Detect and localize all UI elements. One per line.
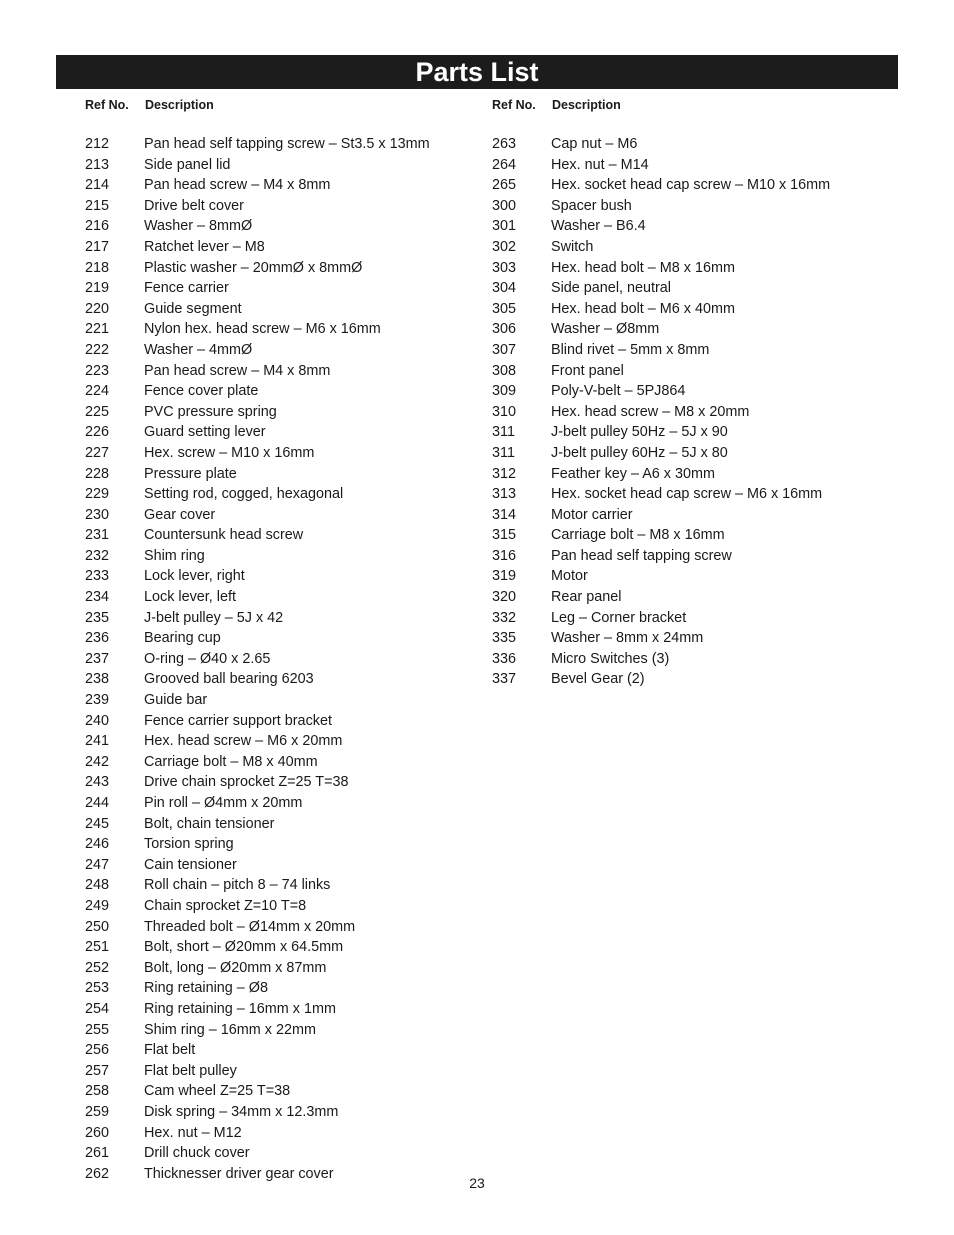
part-row — [85, 1102, 485, 1123]
part-row — [85, 1123, 485, 1144]
part-row — [85, 772, 485, 793]
part-row — [85, 237, 485, 258]
ref-no-header: Ref No. — [85, 98, 129, 112]
part-ref-no: 257 — [85, 1062, 110, 1079]
part-description: Hex. head screw – M8 x 20mm — [551, 403, 750, 420]
part-ref-no: 214 — [85, 177, 110, 194]
part-ref-no: 228 — [85, 465, 110, 482]
part-ref-no: 235 — [85, 609, 110, 626]
part-row — [85, 566, 485, 587]
part-description: Cam wheel Z=25 T=38 — [144, 1083, 291, 1100]
part-description: Ring retaining – Ø8 — [144, 980, 268, 997]
part-row — [85, 875, 485, 896]
part-ref-no: 237 — [85, 650, 110, 667]
part-row — [85, 649, 485, 670]
part-ref-no: 336 — [492, 650, 517, 667]
part-ref-no: 242 — [85, 753, 110, 770]
part-description: Pan head screw – M4 x 8mm — [144, 362, 331, 379]
part-ref-no: 335 — [492, 630, 517, 647]
part-row — [492, 628, 892, 649]
part-description: Plastic washer – 20mmØ x 8mmØ — [144, 259, 363, 276]
column-header — [492, 96, 892, 114]
part-row — [85, 443, 485, 464]
part-description: Pan head self tapping screw – St3.5 x 13mm — [144, 136, 430, 152]
part-description: Fence carrier — [144, 280, 229, 297]
part-description: Chain sprocket Z=10 T=8 — [144, 897, 307, 914]
part-ref-no: 223 — [85, 362, 110, 379]
part-description: J-belt pulley 50Hz – 5J x 90 — [551, 424, 728, 441]
part-ref-no: 246 — [85, 836, 110, 853]
part-row — [85, 1143, 485, 1164]
part-description: Roll chain – pitch 8 – 74 links — [144, 877, 331, 894]
part-row — [85, 917, 485, 938]
part-ref-no: 306 — [492, 321, 517, 338]
part-ref-no: 236 — [85, 630, 110, 647]
part-description: Micro Switches (3) — [551, 650, 670, 667]
part-description: Rear panel — [551, 589, 622, 606]
part-row — [492, 505, 892, 526]
part-ref-no: 226 — [85, 424, 110, 441]
part-description: Motor — [551, 568, 588, 585]
part-ref-no: 265 — [492, 177, 517, 194]
part-row — [85, 505, 485, 526]
part-row — [492, 669, 892, 690]
part-ref-no: 315 — [492, 527, 517, 544]
part-row — [492, 319, 892, 340]
part-ref-no: 252 — [85, 959, 110, 976]
part-row — [85, 793, 485, 814]
part-description: Hex. nut – M14 — [551, 156, 649, 173]
part-ref-no: 309 — [492, 383, 517, 400]
description-header: Description — [552, 98, 621, 112]
part-ref-no: 212 — [85, 136, 110, 152]
part-row — [85, 340, 485, 361]
part-ref-no: 307 — [492, 341, 517, 358]
parts-column-left — [85, 96, 485, 1184]
part-description: Bolt, chain tensioner — [144, 815, 275, 832]
part-row — [85, 422, 485, 443]
part-ref-no: 225 — [85, 403, 110, 420]
part-description: Hex. screw – M10 x 16mm — [144, 444, 315, 461]
part-ref-no: 310 — [492, 403, 517, 420]
part-ref-no: 261 — [85, 1145, 110, 1162]
part-description: Carriage bolt – M8 x 40mm — [144, 753, 318, 770]
part-row — [492, 155, 892, 176]
part-description: Fence carrier support bracket — [144, 712, 332, 729]
part-ref-no: 304 — [492, 280, 517, 297]
part-ref-no: 253 — [85, 980, 110, 997]
part-ref-no: 239 — [85, 692, 110, 709]
part-description: Hex. socket head cap screw – M6 x 16mm — [551, 486, 823, 503]
part-row — [85, 731, 485, 752]
part-description: Guide bar — [144, 692, 208, 709]
part-ref-no: 230 — [85, 506, 110, 523]
part-row — [85, 134, 485, 155]
part-row — [85, 896, 485, 917]
part-row — [85, 278, 485, 299]
part-row — [85, 464, 485, 485]
part-description: Carriage bolt – M8 x 16mm — [551, 527, 725, 544]
part-ref-no: 250 — [85, 918, 110, 935]
part-ref-no: 217 — [85, 238, 110, 255]
part-ref-no: 251 — [85, 939, 110, 956]
part-row — [85, 834, 485, 855]
part-ref-no: 258 — [85, 1083, 110, 1100]
part-description: Shim ring – 16mm x 22mm — [144, 1021, 316, 1038]
part-ref-no: 255 — [85, 1021, 110, 1038]
part-ref-no: 305 — [492, 300, 517, 317]
part-description: Bolt, short – Ø20mm x 64.5mm — [144, 939, 344, 956]
part-ref-no: 316 — [492, 547, 517, 564]
part-ref-no: 264 — [492, 156, 517, 173]
part-ref-no: 213 — [85, 156, 110, 173]
part-description: Shim ring — [144, 547, 205, 564]
part-description: Hex. head bolt – M6 x 40mm — [551, 300, 735, 317]
part-ref-no: 241 — [85, 733, 110, 750]
part-ref-no: 320 — [492, 589, 517, 606]
part-ref-no: 244 — [85, 795, 110, 811]
part-row — [85, 484, 485, 505]
part-row — [492, 278, 892, 299]
part-ref-no: 259 — [85, 1103, 110, 1120]
part-description: Feather key – A6 x 30mm — [551, 465, 715, 482]
part-ref-no: 221 — [85, 321, 110, 338]
part-row — [492, 237, 892, 258]
part-row — [85, 546, 485, 567]
part-row — [492, 546, 892, 567]
part-row — [85, 1020, 485, 1041]
part-row — [492, 422, 892, 443]
part-row — [85, 711, 485, 732]
part-row — [492, 649, 892, 670]
part-ref-no: 300 — [492, 197, 517, 214]
part-row — [85, 608, 485, 629]
part-description: Setting rod, cogged, hexagonal — [144, 486, 344, 503]
part-row — [492, 196, 892, 217]
part-ref-no: 337 — [492, 671, 517, 688]
part-ref-no: 224 — [85, 383, 110, 400]
part-description: Bolt, long – Ø20mm x 87mm — [144, 959, 327, 976]
part-description: Lock lever, right — [144, 568, 245, 585]
part-ref-no: 263 — [492, 136, 517, 152]
part-description: Gear cover — [144, 506, 216, 523]
part-row — [492, 443, 892, 464]
part-row — [85, 958, 485, 979]
part-row — [492, 566, 892, 587]
part-description: Washer – 8mmØ — [144, 218, 253, 235]
part-row — [85, 752, 485, 773]
part-description: Flat belt — [144, 1042, 196, 1059]
part-ref-no: 233 — [85, 568, 110, 585]
part-ref-no: 311 — [492, 444, 515, 461]
part-ref-no: 260 — [85, 1124, 110, 1141]
part-row — [492, 175, 892, 196]
part-row — [85, 1061, 485, 1082]
part-ref-no: 219 — [85, 280, 110, 297]
part-ref-no: 313 — [492, 486, 517, 503]
part-ref-no: 227 — [85, 444, 110, 461]
part-ref-no: 308 — [492, 362, 517, 379]
part-row — [492, 299, 892, 320]
part-row — [85, 402, 485, 423]
part-row — [492, 402, 892, 423]
part-description: Nylon hex. head screw – M6 x 16mm — [144, 321, 381, 338]
part-description: Flat belt pulley — [144, 1062, 237, 1079]
part-row — [85, 319, 485, 340]
part-ref-no: 254 — [85, 1000, 110, 1017]
part-row — [492, 587, 892, 608]
part-ref-no: 301 — [492, 218, 517, 235]
part-ref-no: 262 — [85, 1165, 110, 1182]
part-description: Fence cover plate — [144, 383, 259, 400]
part-ref-no: 222 — [85, 341, 110, 358]
part-description: Threaded bolt – Ø14mm x 20mm — [144, 918, 356, 935]
part-ref-no: 247 — [85, 856, 110, 873]
part-description: Side panel lid — [144, 156, 231, 173]
part-ref-no: 245 — [85, 815, 110, 832]
part-row — [492, 258, 892, 279]
part-row — [85, 155, 485, 176]
part-description: Cap nut – M6 — [551, 136, 638, 152]
part-description: Guide segment — [144, 300, 242, 317]
part-description: Ratchet lever – M8 — [144, 238, 265, 255]
part-description: Bevel Gear (2) — [551, 671, 645, 688]
part-description: Motor carrier — [551, 506, 633, 523]
part-description: Drill chuck cover — [144, 1145, 250, 1162]
part-row — [85, 525, 485, 546]
part-ref-no: 216 — [85, 218, 110, 235]
part-row — [85, 999, 485, 1020]
part-row — [85, 361, 485, 382]
part-row — [85, 1040, 485, 1061]
part-ref-no: 249 — [85, 897, 110, 914]
part-ref-no: 314 — [492, 506, 517, 523]
part-description: Leg – Corner bracket — [551, 609, 687, 626]
part-row — [492, 484, 892, 505]
part-description: O-ring – Ø40 x 2.65 — [144, 650, 271, 667]
part-row — [492, 464, 892, 485]
page-number: 23 — [469, 1175, 485, 1191]
part-ref-no: 303 — [492, 259, 517, 276]
part-description: Bearing cup — [144, 630, 221, 647]
part-description: Washer – Ø8mm — [551, 321, 660, 338]
part-row — [492, 525, 892, 546]
part-description: Drive belt cover — [144, 197, 244, 214]
parts-list-right — [492, 134, 892, 690]
part-ref-no: 218 — [85, 259, 110, 276]
part-ref-no: 248 — [85, 877, 110, 894]
part-ref-no: 238 — [85, 671, 110, 688]
part-row — [85, 978, 485, 999]
part-row — [492, 361, 892, 382]
part-row — [85, 216, 485, 237]
part-description: Hex. head bolt – M8 x 16mm — [551, 259, 735, 276]
part-row — [85, 1081, 485, 1102]
part-row — [85, 258, 485, 279]
part-ref-no: 319 — [492, 568, 517, 585]
part-description: Poly-V-belt – 5PJ864 — [551, 383, 686, 400]
part-row — [85, 690, 485, 711]
part-description: Torsion spring — [144, 836, 234, 853]
part-description: Drive chain sprocket Z=25 T=38 — [144, 774, 349, 791]
part-ref-no: 220 — [85, 300, 110, 317]
part-description: Lock lever, left — [144, 589, 236, 606]
part-description: Washer – B6.4 — [551, 218, 646, 235]
part-row — [85, 587, 485, 608]
parts-list-left — [85, 134, 485, 1184]
description-header: Description — [145, 98, 214, 112]
part-ref-no: 302 — [492, 238, 517, 255]
part-row — [85, 628, 485, 649]
part-row — [492, 381, 892, 402]
part-description: Guard setting lever — [144, 424, 266, 441]
part-row — [492, 340, 892, 361]
part-description: Pin roll – Ø4mm x 20mm — [144, 795, 303, 811]
part-row — [85, 669, 485, 690]
part-description: Side panel, neutral — [551, 280, 672, 297]
part-description: J-belt pulley – 5J x 42 — [144, 609, 284, 626]
part-ref-no: 229 — [85, 486, 110, 503]
part-ref-no: 312 — [492, 465, 517, 482]
part-row — [85, 814, 485, 835]
part-ref-no: 256 — [85, 1042, 110, 1059]
part-row — [85, 175, 485, 196]
part-row — [85, 855, 485, 876]
part-ref-no: 311 — [492, 424, 515, 441]
part-description: J-belt pulley 60Hz – 5J x 80 — [551, 444, 728, 461]
part-row — [85, 299, 485, 320]
part-row — [85, 381, 485, 402]
part-row — [85, 937, 485, 958]
column-header — [85, 96, 485, 114]
part-description: Front panel — [551, 362, 624, 379]
parts-column-right — [492, 96, 892, 690]
part-ref-no: 215 — [85, 197, 110, 214]
ref-no-header: Ref No. — [492, 98, 536, 112]
part-description: Hex. nut – M12 — [144, 1124, 242, 1141]
part-ref-no: 231 — [85, 527, 110, 544]
part-description: Washer – 8mm x 24mm — [551, 630, 704, 647]
part-ref-no: 232 — [85, 547, 110, 564]
page-title: Parts List — [56, 55, 898, 89]
part-description: Pan head self tapping screw — [551, 547, 732, 564]
part-row — [492, 134, 892, 155]
part-ref-no: 332 — [492, 609, 517, 626]
part-description: Pressure plate — [144, 465, 237, 482]
part-row — [492, 608, 892, 629]
part-description: Ring retaining – 16mm x 1mm — [144, 1000, 336, 1017]
part-description: Disk spring – 34mm x 12.3mm — [144, 1103, 339, 1120]
part-description: Pan head screw – M4 x 8mm — [144, 177, 331, 194]
part-ref-no: 243 — [85, 774, 110, 791]
part-description: Hex. socket head cap screw – M10 x 16mm — [551, 177, 831, 194]
part-description: Switch — [551, 238, 594, 255]
part-description: Washer – 4mmØ — [144, 341, 253, 358]
part-row — [492, 216, 892, 237]
part-description: Grooved ball bearing 6203 — [144, 671, 314, 688]
part-ref-no: 234 — [85, 589, 110, 606]
part-ref-no: 240 — [85, 712, 110, 729]
part-description: PVC pressure spring — [144, 403, 277, 420]
part-row — [85, 196, 485, 217]
part-description: Hex. head screw – M6 x 20mm — [144, 733, 343, 750]
part-description: Blind rivet – 5mm x 8mm — [551, 341, 710, 358]
part-description: Thicknesser driver gear cover — [144, 1165, 334, 1182]
part-description: Cain tensioner — [144, 856, 237, 873]
part-description: Countersunk head screw — [144, 527, 304, 544]
part-description: Spacer bush — [551, 197, 632, 214]
